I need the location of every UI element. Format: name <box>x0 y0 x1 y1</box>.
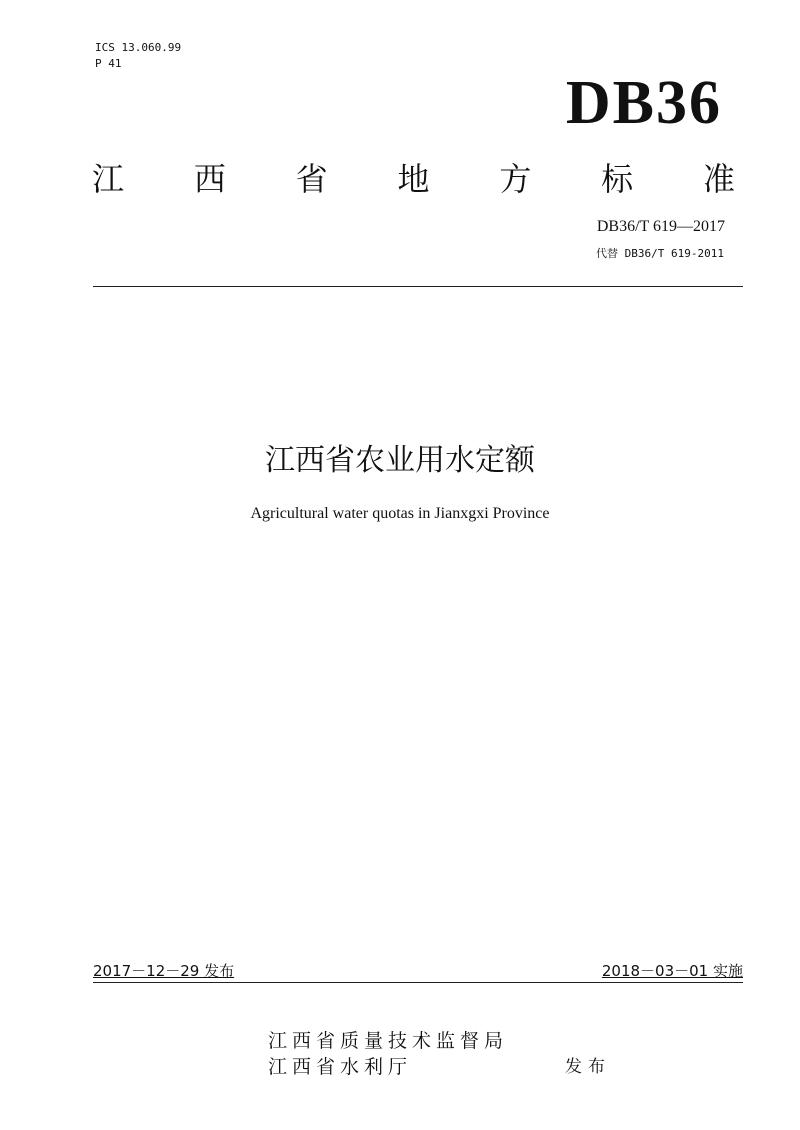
standard-kind-heading <box>92 155 735 199</box>
top-divider <box>93 286 743 287</box>
kind-char: 方 <box>499 160 532 198</box>
issuing-organizations <box>268 1028 508 1080</box>
kind-char: 地 <box>397 160 430 198</box>
publish-label: 发布 <box>565 1057 611 1077</box>
implementation-date: 2018－03－01 实施 <box>601 962 743 980</box>
date-line <box>93 960 743 983</box>
kind-char: 标 <box>601 160 634 198</box>
kind-char: 准 <box>702 160 735 198</box>
document-title-english: Agricultural water quotas in Jianxgxi Province <box>250 505 550 522</box>
ics-block <box>95 40 181 72</box>
ics-code: ICS 13.060.99 <box>95 41 182 54</box>
issue-date: 2017－12－29 发布 <box>93 962 235 980</box>
document-title-chinese: 江西省农业用水定额 <box>265 443 535 478</box>
kind-char: 省 <box>295 160 328 198</box>
standard-number: DB36/T 619—2017 <box>596 218 725 235</box>
issuer-water-department: 江西省水利厅 <box>268 1056 413 1078</box>
replaces-note: 代替 DB36/T 619-2011 <box>596 247 724 260</box>
issuer-quality-bureau: 江西省质量技术监督局 <box>268 1030 509 1052</box>
db36-logo: DB36 <box>565 69 722 137</box>
kind-char: 西 <box>193 160 226 198</box>
kind-char: 江 <box>92 160 125 198</box>
category-code: P 41 <box>95 57 122 70</box>
